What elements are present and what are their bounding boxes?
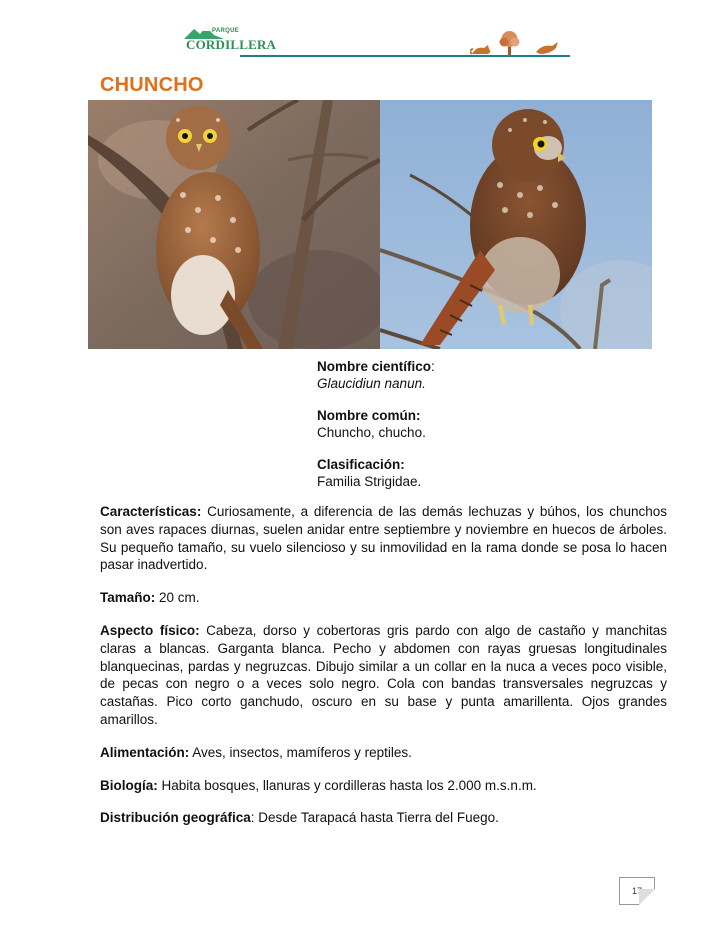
taxonomy-block (317, 358, 657, 490)
alimentacion-paragraph (100, 744, 667, 762)
distribucion-label: Distribución geográfica (100, 810, 251, 826)
distribucion-paragraph (100, 809, 667, 827)
aspecto-paragraph (100, 622, 667, 729)
logo-main-text: CORDILLERA (186, 37, 277, 52)
scientific-name-row: Nombre científico: (317, 359, 435, 374)
biologia-paragraph (100, 777, 667, 795)
classification-label: Clasificación: (317, 457, 405, 472)
description-body (100, 503, 667, 842)
alimentacion-text: Aves, insectos, mamíferos y reptiles. (189, 744, 412, 760)
fox-tree-bird-illustration-icon (470, 30, 565, 58)
owl-photo-front (88, 100, 380, 349)
distribucion-text: : Desde Tarapacá hasta Tierra del Fuego. (250, 810, 499, 826)
logo-small-text: PARQUE (212, 28, 240, 34)
scientific-name-label: Nombre científico (317, 359, 432, 374)
aspecto-text: Cabeza, dorso y cobertoras gris pardo con algo de castaño y manchitas claras a blancas. Garganta blanca. Pecho y abdomen con rayas gruesas longitudinales blanquecinas, pardas y negruzcas. Dibujo similar a un collar en la nuca a veces poco visible, de pecas con negro o a veces solo negro. Cola con bandas transversales negruzcas y castañas. Pico corto ganchudo, oscuro en su base y punta amarillenta. Ojos grandes amarillos. (100, 622, 667, 727)
parque-cordillera-logo (182, 28, 277, 58)
photo-strip (88, 100, 652, 349)
scientific-name-value: Glaucidiun nanun. (317, 376, 426, 391)
caracteristicas-paragraph (100, 503, 667, 574)
biologia-label: Biología: (100, 777, 158, 793)
caracteristicas-label: Características: (100, 504, 202, 519)
common-name-label: Nombre común: (317, 408, 421, 423)
page-title: CHUNCHO (100, 74, 204, 96)
page-header (0, 0, 720, 70)
caracteristicas-text: Curiosamente, a diferencia de las demás lechuzas y búhos, los chunchos son aves rapaces diurnas, suelen anidar entre septiembre y noviembre en huecos de árboles. Su pequeño tamaño, su vuelo silencioso y su inmovilidad en la rama donde se posa lo hacen pasar inadvertido. (100, 504, 667, 573)
tamano-paragraph (100, 589, 667, 607)
page-number: 17 (619, 877, 655, 905)
owl-photo-side (380, 100, 652, 349)
biologia-text: Habita bosques, llanuras y cordilleras hasta los 2.000 m.s.n.m. (157, 777, 537, 793)
tamano-text: 20 cm. (155, 590, 200, 606)
common-name-value: Chuncho, chucho. (317, 425, 426, 440)
classification-value: Familia Strigidae. (317, 474, 422, 489)
aspecto-label: Aspecto físico: (100, 622, 200, 638)
alimentacion-label: Alimentación: (100, 744, 190, 760)
tamano-label: Tamaño: (100, 590, 156, 606)
